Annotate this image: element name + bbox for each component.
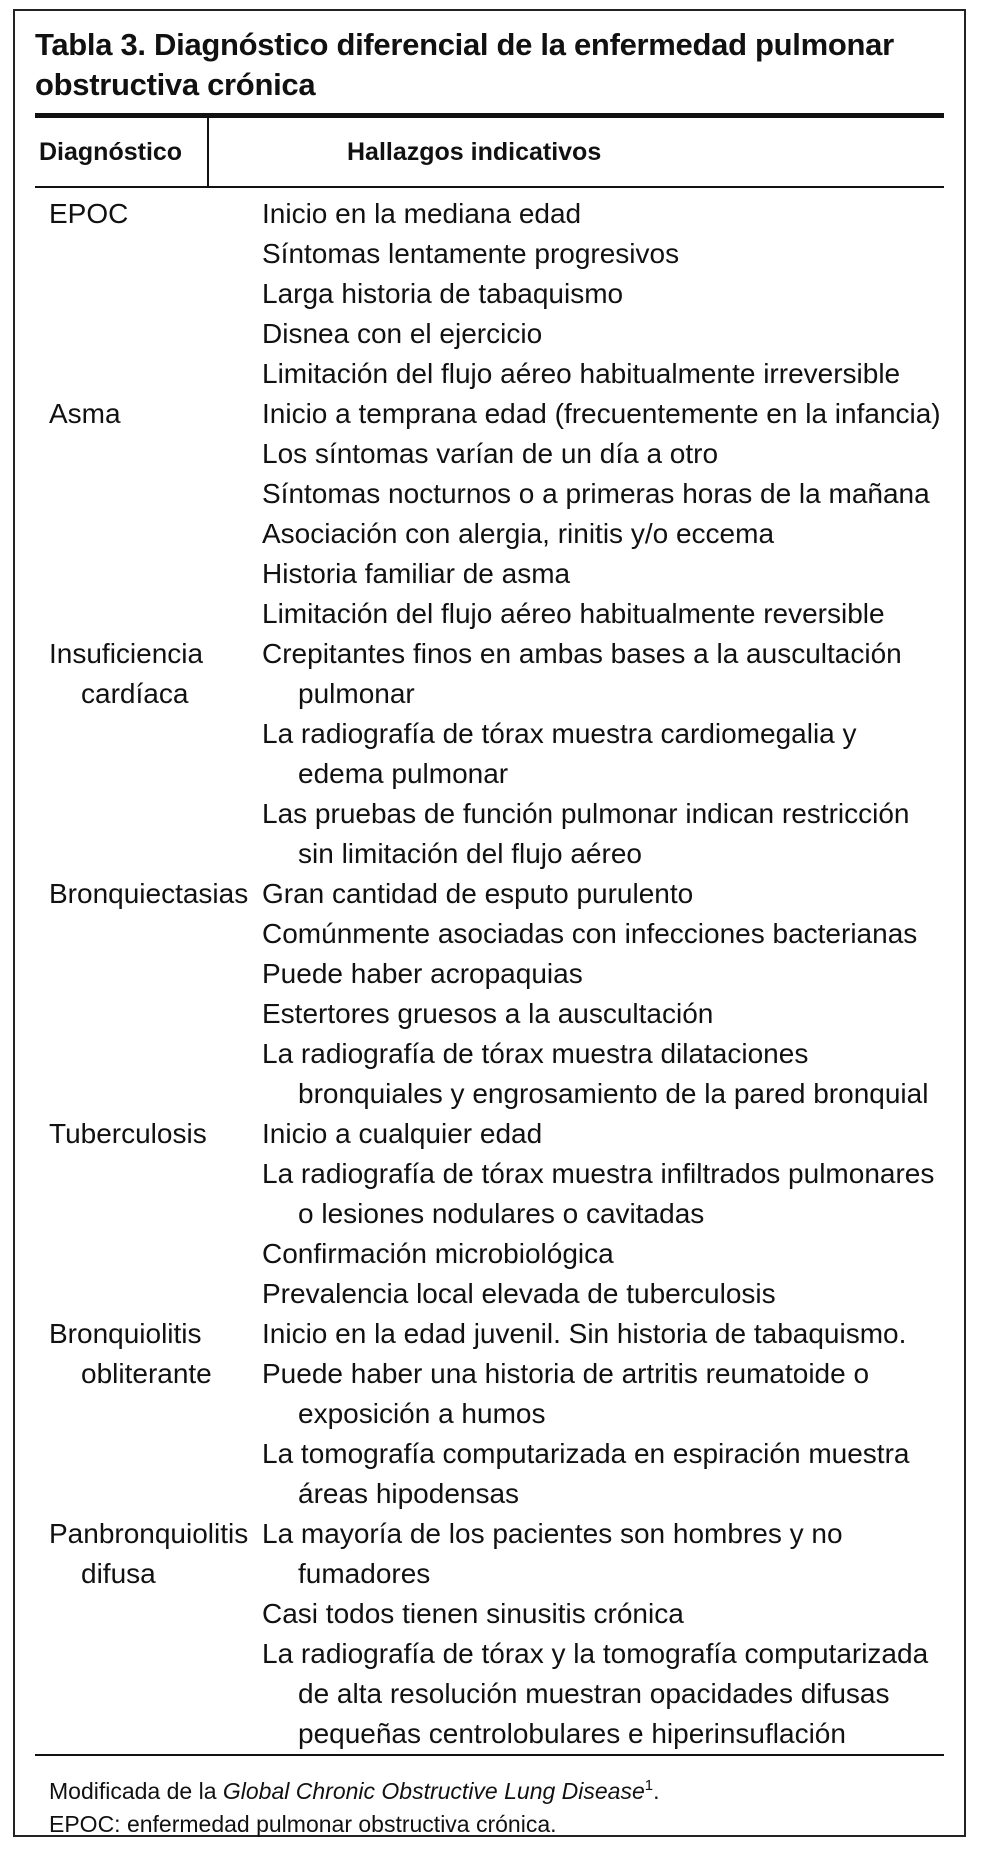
table-footnote bbox=[49, 1775, 660, 1841]
finding-item: La radiografía de tórax muestra dilataciones bronquiales y engrosamiento de la pared bronquial bbox=[262, 1038, 929, 1109]
diagnosis-line: EPOC bbox=[49, 198, 129, 229]
findings-cell bbox=[262, 1314, 944, 1514]
finding-item: La tomografía computarizada en espiración muestra áreas hipodensas bbox=[262, 1438, 910, 1509]
finding-item: Asociación con alergia, rinitis y/o eccema bbox=[262, 518, 775, 549]
footnote-source-title: Global Chronic Obstructive Lung Disease bbox=[222, 1778, 645, 1804]
table-row bbox=[35, 1314, 944, 1514]
finding-item: Casi todos tienen sinusitis crónica bbox=[262, 1598, 684, 1629]
findings-cell bbox=[262, 194, 944, 394]
table-row bbox=[35, 634, 944, 874]
header-rule bbox=[35, 186, 944, 188]
footer-rule bbox=[35, 1754, 944, 1756]
diagnosis-line: difusa bbox=[81, 1558, 156, 1589]
table-header bbox=[35, 118, 944, 186]
finding-item: Limitación del flujo aéreo habitualmente reversible bbox=[262, 598, 885, 629]
finding-item: Confirmación microbiológica bbox=[262, 1238, 614, 1269]
finding-item: Prevalencia local elevada de tuberculosis bbox=[262, 1278, 776, 1309]
finding-item: Estertores gruesos a la auscultación bbox=[262, 998, 714, 1029]
finding-item: La radiografía de tórax muestra cardiomegalia y edema pulmonar bbox=[262, 718, 857, 789]
column-header-diagnosis: Diagnóstico bbox=[35, 118, 209, 186]
finding-item: Síntomas lentamente progresivos bbox=[262, 238, 680, 269]
table-row bbox=[35, 874, 944, 1114]
footnote-source bbox=[49, 1775, 660, 1808]
finding-item: La mayoría de los pacientes son hombres y no fumadores bbox=[262, 1518, 843, 1589]
diagnosis-line: Asma bbox=[49, 398, 121, 429]
finding-item: Gran cantidad de esputo purulento bbox=[262, 878, 694, 909]
diagnosis-cell bbox=[35, 394, 262, 634]
footnote-abbreviation: EPOC: enfermedad pulmonar obstructiva crónica. bbox=[49, 1811, 557, 1837]
finding-item: Inicio a temprana edad (frecuentemente en la infancia) bbox=[262, 398, 941, 429]
table-body bbox=[35, 194, 944, 1754]
finding-item: Las pruebas de función pulmonar indican restricción sin limitación del flujo aéreo bbox=[262, 798, 910, 869]
table-row bbox=[35, 394, 944, 634]
table-row bbox=[35, 1114, 944, 1314]
diagnosis-cell bbox=[35, 874, 262, 1114]
diagnosis-line: cardíaca bbox=[81, 678, 189, 709]
finding-item: Síntomas nocturnos o a primeras horas de la mañana bbox=[262, 478, 930, 509]
table-row bbox=[35, 194, 944, 394]
finding-item: Puede haber acropaquias bbox=[262, 958, 583, 989]
diagnosis-cell bbox=[35, 1314, 262, 1514]
diagnosis-line: Tuberculosis bbox=[49, 1118, 207, 1149]
finding-item: Inicio a cualquier edad bbox=[262, 1118, 543, 1149]
footnote-reference: 1 bbox=[644, 1777, 654, 1794]
table-frame bbox=[13, 9, 966, 1837]
diagnosis-line: obliterante bbox=[81, 1358, 212, 1389]
finding-item: Inicio en la edad juvenil. Sin historia de tabaquismo. bbox=[262, 1318, 907, 1349]
diagnosis-line: Insuficiencia bbox=[49, 638, 204, 669]
diagnosis-line: Bronquiectasias bbox=[49, 878, 249, 909]
finding-item: Puede haber una historia de artritis reumatoide o exposición a humos bbox=[262, 1358, 870, 1429]
table-row bbox=[35, 1514, 944, 1754]
diagnosis-cell bbox=[35, 634, 262, 874]
finding-item: La radiografía de tórax y la tomografía computarizada de alta resolución muestran opacidades difusas pequeñas centrolobulares e hiperinsuflación bbox=[262, 1638, 929, 1749]
finding-item: Limitación del flujo aéreo habitualmente irreversible bbox=[262, 358, 901, 389]
finding-item: Disnea con el ejercicio bbox=[262, 318, 543, 349]
finding-item: Comúnmente asociadas con infecciones bacterianas bbox=[262, 918, 918, 949]
findings-cell bbox=[262, 394, 944, 634]
finding-item: Crepitantes finos en ambas bases a la auscultación pulmonar bbox=[262, 638, 902, 709]
findings-cell bbox=[262, 1514, 944, 1754]
diagnosis-cell bbox=[35, 1514, 262, 1754]
findings-cell bbox=[262, 634, 944, 874]
finding-item: Larga historia de tabaquismo bbox=[262, 278, 624, 309]
diagnosis-line: Panbronquiolitis bbox=[49, 1518, 249, 1549]
table-title: Tabla 3. Diagnóstico diferencial de la enfermedad pulmonar obstructiva crónica bbox=[35, 27, 894, 102]
finding-item: Historia familiar de asma bbox=[262, 558, 571, 589]
footnote-suffix: . bbox=[653, 1778, 660, 1804]
finding-item: La radiografía de tórax muestra infiltrados pulmonares o lesiones nodulares o cavitadas bbox=[262, 1158, 935, 1229]
findings-cell bbox=[262, 1114, 944, 1314]
footnote-prefix: Modificada de la bbox=[49, 1778, 223, 1804]
column-header-findings: Hallazgos indicativos bbox=[347, 138, 602, 166]
finding-item: Inicio en la mediana edad bbox=[262, 198, 582, 229]
findings-cell bbox=[262, 874, 944, 1114]
diagnosis-cell bbox=[35, 1114, 262, 1314]
diagnosis-line: Bronquiolitis bbox=[49, 1318, 202, 1349]
finding-item: Los síntomas varían de un día a otro bbox=[262, 438, 719, 469]
diagnosis-cell bbox=[35, 194, 262, 394]
